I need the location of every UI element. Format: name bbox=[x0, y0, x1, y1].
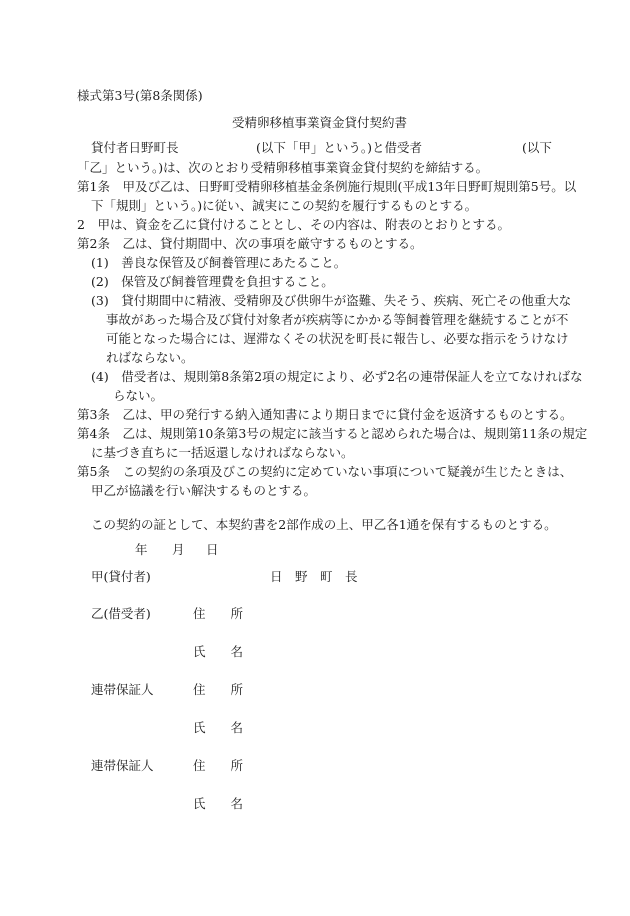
date-day: 日 bbox=[206, 542, 219, 557]
article-2-item-1: (1) 善良な保管及び飼養管理にあたること。 bbox=[91, 255, 347, 270]
guarantor-2-address-label: 住 所 bbox=[193, 758, 244, 773]
mayor-label: 日 野 町 長 bbox=[270, 569, 358, 584]
article-2-item-3-line-4: ればならない。 bbox=[106, 350, 194, 365]
article-4-line-1: 第4条 乙は、規則第10条第3号の規定に該当すると認められた場合は、規則第11条の規定 bbox=[77, 426, 588, 441]
article-1-para-2: 2 甲は、資金を乙に貸付けることとし、その内容は、附表のとおりとする。 bbox=[77, 217, 510, 232]
intro-lender: 貸付者日野町長 bbox=[91, 140, 179, 155]
party-b-name-label: 氏 名 bbox=[193, 644, 244, 659]
article-2-item-4-line-2: らない。 bbox=[113, 388, 164, 403]
article-4-line-2: に基づき直ちに一括返還しなければならない。 bbox=[91, 445, 354, 460]
article-1-line-1: 第1条 甲及び乙は、日野町受精卵移植基金条例施行規則(平成13年日野町規則第5号。以 bbox=[77, 179, 577, 194]
guarantor-1-address-label: 住 所 bbox=[193, 682, 244, 697]
article-1-line-2: 下「規則」という。)に従い、誠実にこの契約を履行するものとする。 bbox=[91, 198, 478, 213]
guarantor-2-label: 連帯保証人 bbox=[91, 758, 154, 773]
document-title: 受精卵移植事業資金貸付契約書 bbox=[232, 115, 408, 130]
article-2-item-3-line-1: (3) 貸付期間中に精液、受精卵及び供卵牛が盗難、失そう、疾病、死亡その他重大な bbox=[91, 293, 572, 308]
date-month: 月 bbox=[172, 542, 185, 557]
intro-line-2: 「乙」という。)は、次のとおり受精卵移植事業資金貸付契約を締結する。 bbox=[77, 160, 489, 175]
intro-middle: (以下「甲」という。)と借受者 bbox=[256, 140, 423, 155]
article-2-item-3-line-2: 事故があった場合及び貸付対象者が疾病等にかかる等飼養管理を継続することが不 bbox=[106, 312, 569, 327]
article-2-item-3-line-3: 可能となった場合には、遅滞なくその状況を町長に報告し、必要な指示をうけなけ bbox=[106, 331, 569, 346]
article-5-line-1: 第5条 この契約の条項及びこの契約に定めていない事項について疑義が生じたときは、 bbox=[77, 464, 573, 479]
article-2-item-4-line-1: (4) 借受者は、規則第8条第2項の規定により、必ず2名の連帯保証人を立てなければな bbox=[91, 369, 583, 384]
intro-end: (以下 bbox=[522, 140, 552, 155]
article-2-item-2: (2) 保管及び飼養管理費を負担すること。 bbox=[91, 274, 334, 289]
guarantor-1-name-label: 氏 名 bbox=[193, 720, 244, 735]
party-a-label: 甲(貸付者) bbox=[91, 569, 151, 584]
date-year: 年 bbox=[135, 542, 148, 557]
party-b-address-label: 住 所 bbox=[193, 606, 244, 621]
form-label: 様式第3号(第8条関係) bbox=[77, 88, 203, 103]
article-3: 第3条 乙は、甲の発行する納入通知書により期日までに貸付金を返済するものとする。 bbox=[77, 407, 573, 422]
party-b-label: 乙(借受者) bbox=[91, 606, 151, 621]
closing-statement: この契約の証として、本契約書を2部作成の上、甲乙各1通を保有するものとする。 bbox=[91, 517, 557, 532]
guarantor-1-label: 連帯保証人 bbox=[91, 682, 154, 697]
guarantor-2-name-label: 氏 名 bbox=[193, 796, 244, 811]
article-2-line-1: 第2条 乙は、貸付期間中、次の事項を厳守するものとする。 bbox=[77, 236, 423, 251]
article-5-line-2: 甲乙が協議を行い解決するものとする。 bbox=[91, 483, 317, 498]
